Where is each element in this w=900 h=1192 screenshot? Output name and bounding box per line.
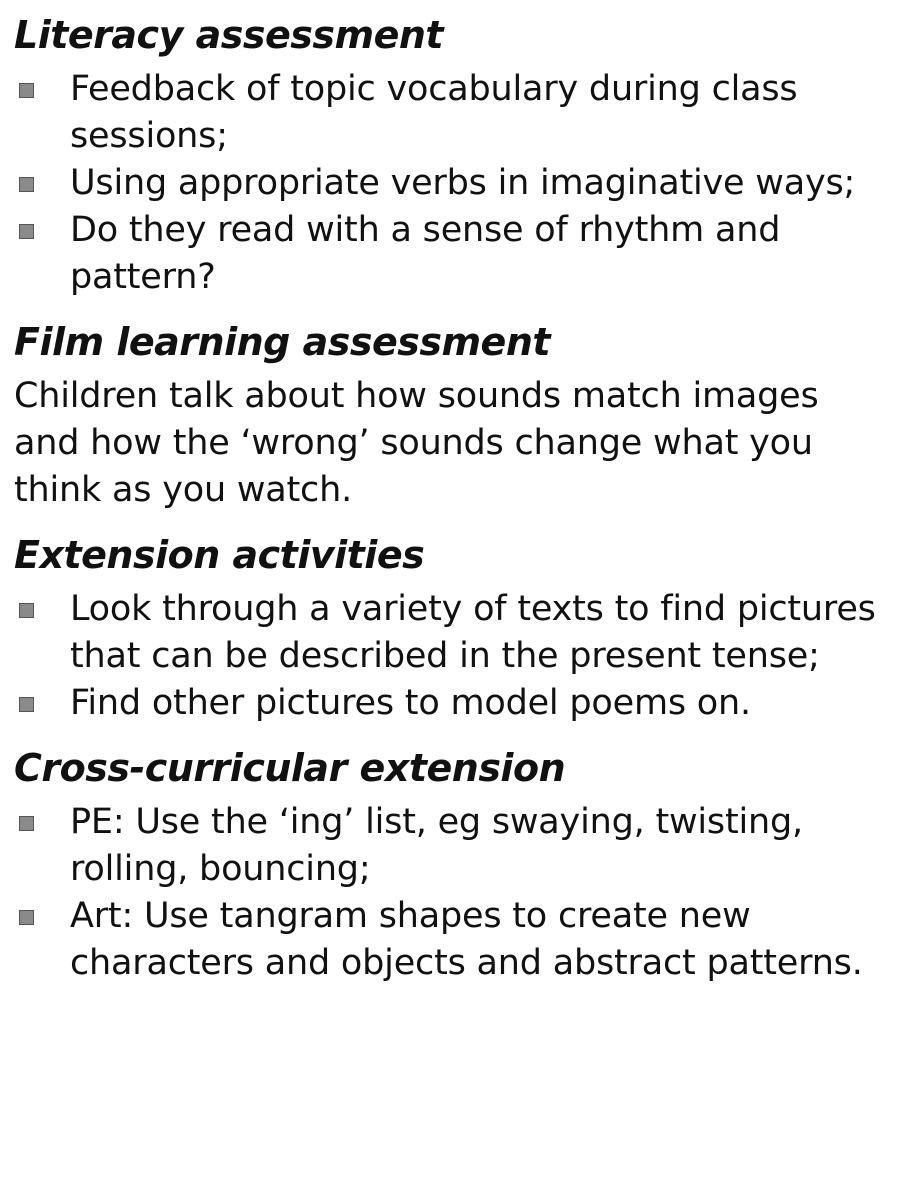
list-item-text: Art: Use tangram shapes to create new characters and objects and abstract patterns.	[70, 896, 863, 983]
square-bullet-icon	[19, 910, 34, 925]
list-item	[14, 893, 886, 987]
list-item-text: Look through a variety of texts to find pictures that can be described in the present tense;	[70, 589, 876, 676]
literacy-assessment-list	[14, 66, 886, 301]
extension-activities-list	[14, 586, 886, 727]
list-item	[14, 799, 886, 893]
list-item	[14, 586, 886, 680]
list-item-text: Feedback of topic vocabulary during class sessions;	[70, 69, 798, 156]
list-item-text: Using appropriate verbs in imaginative ways;	[70, 163, 856, 203]
section-heading-film-learning-assessment: Film learning assessment	[14, 320, 551, 364]
list-item	[14, 680, 886, 727]
square-bullet-icon	[19, 177, 34, 192]
list-item	[14, 160, 886, 207]
list-item	[14, 66, 886, 160]
square-bullet-icon	[19, 224, 34, 239]
list-item-text: Find other pictures to model poems on.	[70, 683, 751, 723]
list-item-text: Do they read with a sense of rhythm and pattern?	[70, 210, 781, 297]
cross-curricular-list	[14, 799, 886, 987]
section-heading-literacy-assessment: Literacy assessment	[14, 13, 444, 57]
film-learning-paragraph: Children talk about how sounds match images and how the ‘wrong’ sounds change what you think as you watch.	[14, 376, 819, 510]
list-item	[14, 207, 886, 301]
square-bullet-icon	[19, 816, 34, 831]
section-heading-cross-curricular-extension: Cross-curricular extension	[14, 746, 566, 790]
square-bullet-icon	[19, 83, 34, 98]
section-heading-extension-activities: Extension activities	[14, 533, 425, 577]
list-item-text: PE: Use the ‘ing’ list, eg swaying, twisting, rolling, bouncing;	[70, 802, 803, 889]
square-bullet-icon	[19, 603, 34, 618]
square-bullet-icon	[19, 697, 34, 712]
